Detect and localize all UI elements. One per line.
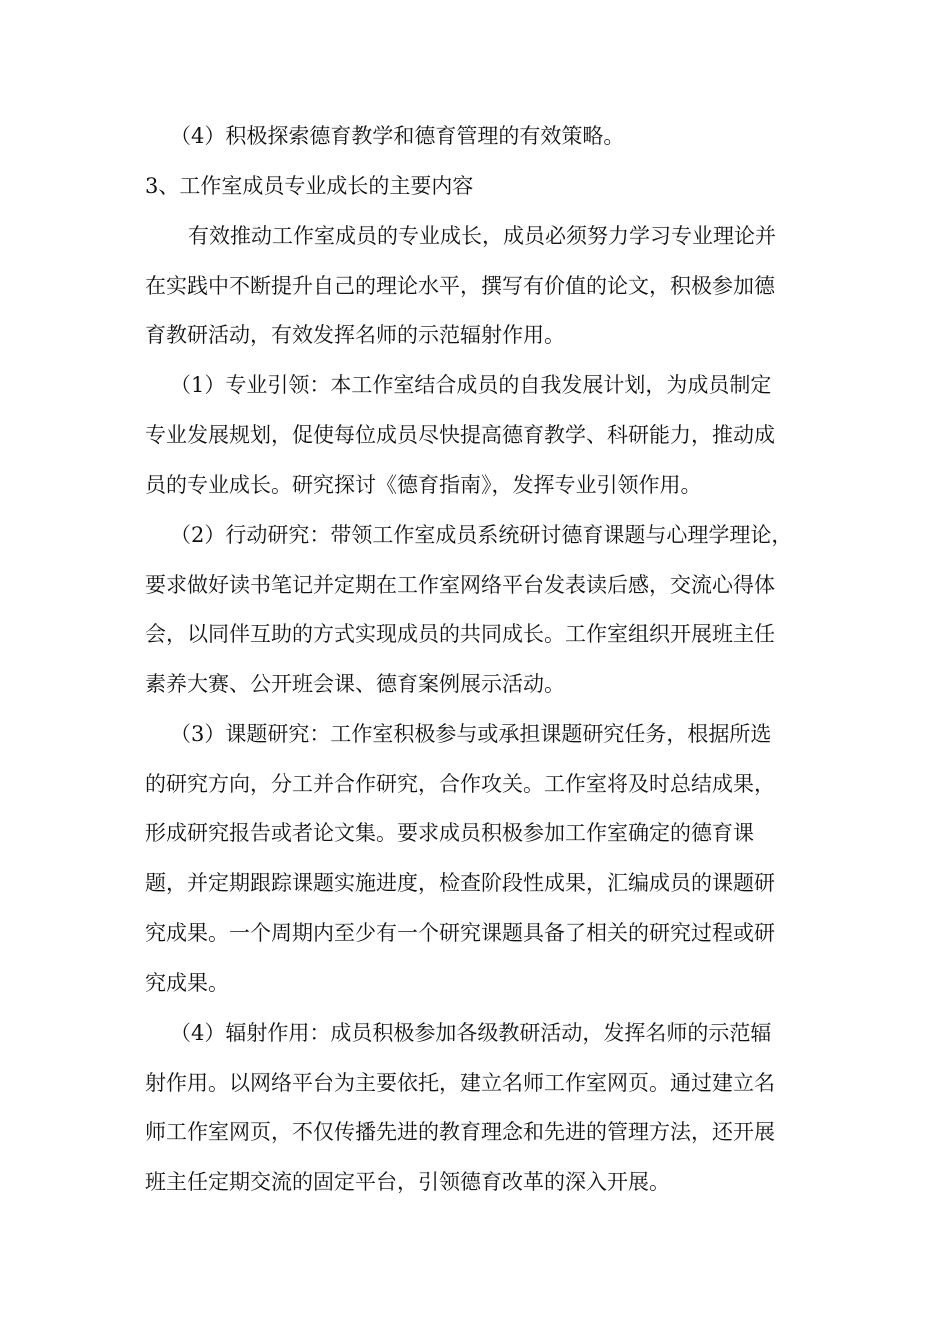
paragraph-line: 员的专业成长。研究探讨《德育指南》，发挥专业引领作用。	[145, 473, 702, 497]
paragraph-line: （4）辐射作用：成员积极参加各级教研活动，发挥名师的示范辐	[170, 1021, 772, 1045]
paragraph-line: 师工作室网页，不仅传播先进的教育理念和先进的管理方法，还开展	[145, 1120, 775, 1144]
paragraph-line: 在实践中不断提升自己的理论水平，撰写有价值的论文，积极参加德	[145, 274, 775, 298]
paragraph-line: （3）课题研究：工作室积极参与或承担课题研究任务，根据所选	[170, 722, 772, 746]
paragraph-line: 会，以同伴互助的方式实现成员的共同成长。工作室组织开展班主任	[145, 622, 775, 646]
paragraph-line: 究成果。	[145, 971, 229, 995]
paragraph-line: 育教研活动，有效发挥名师的示范辐射作用。	[145, 323, 565, 347]
paragraph-line: 题，并定期跟踪课题实施进度，检查阶段性成果，汇编成员的课题研	[145, 871, 775, 895]
paragraph-line: 班主任定期交流的固定平台，引领德育改革的深入开展。	[145, 1170, 670, 1194]
paragraph-line: 的研究方向，分工并合作研究，合作攻关。工作室将及时总结成果，	[145, 772, 775, 796]
paragraph-line: （1）专业引领：本工作室结合成员的自我发展计划，为成员制定	[170, 373, 772, 397]
paragraph-line: 要求做好读书笔记并定期在工作室网络平台发表读后感，交流心得体	[145, 573, 775, 597]
paragraph-line: 射作用。以网络平台为主要依托，建立名师工作室网页。通过建立名	[145, 1071, 775, 1095]
paragraph-line: 素养大赛、公开班会课、德育案例展示活动。	[145, 672, 565, 696]
paragraph-line: （4）积极探索德育教学和德育管理的有效策略。	[170, 124, 625, 148]
paragraph-line: 究成果。一个周期内至少有一个研究课题具备了相关的研究过程或研	[145, 921, 775, 945]
paragraph-line: 有效推动工作室成员的专业成长，成员必须努力学习专业理论并	[188, 224, 776, 248]
paragraph-line: 形成研究报告或者论文集。要求成员积极参加工作室确定的德育课	[145, 821, 754, 845]
paragraph-line: 专业发展规划，促使每位成员尽快提高德育教学、科研能力，推动成	[145, 423, 775, 447]
section-heading: 3、工作室成员专业成长的主要内容	[145, 174, 474, 198]
paragraph-line: （2）行动研究：带领工作室成员系统研讨德育课题与心理学理论，	[170, 523, 793, 547]
